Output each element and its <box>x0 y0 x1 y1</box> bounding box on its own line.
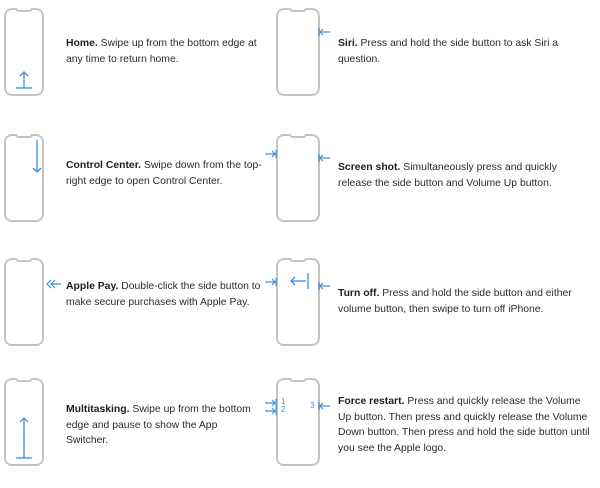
force-restart-description <box>338 394 596 456</box>
control-center-description <box>66 158 266 189</box>
phone-outline <box>276 378 320 466</box>
control-center-text: Swipe down from the top-right edge to open Control Center. <box>66 160 262 187</box>
siri-text: Press and hold the side button to ask Siri a question. <box>338 38 559 65</box>
phone-outline <box>276 134 320 222</box>
double-arrow-icon <box>44 278 64 290</box>
side-button-arrow-icon <box>318 153 332 163</box>
screen-shot-text: Simultaneously press and quickly release the side button and Volume Up button. <box>338 162 557 189</box>
turn-off-text: Press and hold the side button and either volume button, then swipe to turn off iPhone. <box>338 288 572 315</box>
home-title: Home. <box>66 38 98 49</box>
step-3-label: 3 <box>310 401 315 410</box>
turn-off-title: Turn off. <box>338 288 380 299</box>
screen-shot-description <box>338 160 588 191</box>
side-button-arrow-icon <box>318 27 332 37</box>
swipe-up-arrow-icon <box>14 68 34 90</box>
force-restart-title: Force restart. <box>338 396 405 407</box>
side-button-arrow-icon <box>318 281 332 291</box>
home-description <box>66 36 266 67</box>
volume-down-arrow-icon <box>264 406 278 416</box>
step-1-label: 1 <box>281 397 286 406</box>
siri-title: Siri. <box>338 38 358 49</box>
phone-outline <box>4 258 44 346</box>
side-button-arrow-icon <box>318 401 332 411</box>
swipe-up-arrow-icon <box>14 414 34 460</box>
volume-button-arrow-icon <box>264 149 278 159</box>
multitasking-text: Swipe up from the bottom edge and pause to show the App Switcher. <box>66 404 251 446</box>
home-text: Swipe up from the bottom edge at any time to return home. <box>66 38 257 65</box>
screen-shot-title: Screen shot. <box>338 162 401 173</box>
turn-off-description <box>338 286 588 317</box>
force-restart-text: Press and quickly release the Volume Up button. Then press and quickly release the Volume Down button. Then press and hold the side button until you see the Apple logo. <box>338 396 590 454</box>
siri-description <box>338 36 568 67</box>
swipe-down-arrow-icon <box>27 138 47 178</box>
control-center-title: Control Center. <box>66 160 142 171</box>
multitasking-description <box>66 402 256 449</box>
step-2-label: 2 <box>281 405 286 414</box>
swipe-left-arrow-icon <box>288 271 312 291</box>
apple-pay-description <box>66 279 266 310</box>
volume-button-arrow-icon <box>264 277 278 287</box>
phone-outline <box>276 8 320 96</box>
apple-pay-title: Apple Pay. <box>66 281 119 292</box>
multitasking-title: Multitasking. <box>66 404 130 415</box>
apple-pay-text: Double-click the side button to make secure purchases with Apple Pay. <box>66 281 261 308</box>
